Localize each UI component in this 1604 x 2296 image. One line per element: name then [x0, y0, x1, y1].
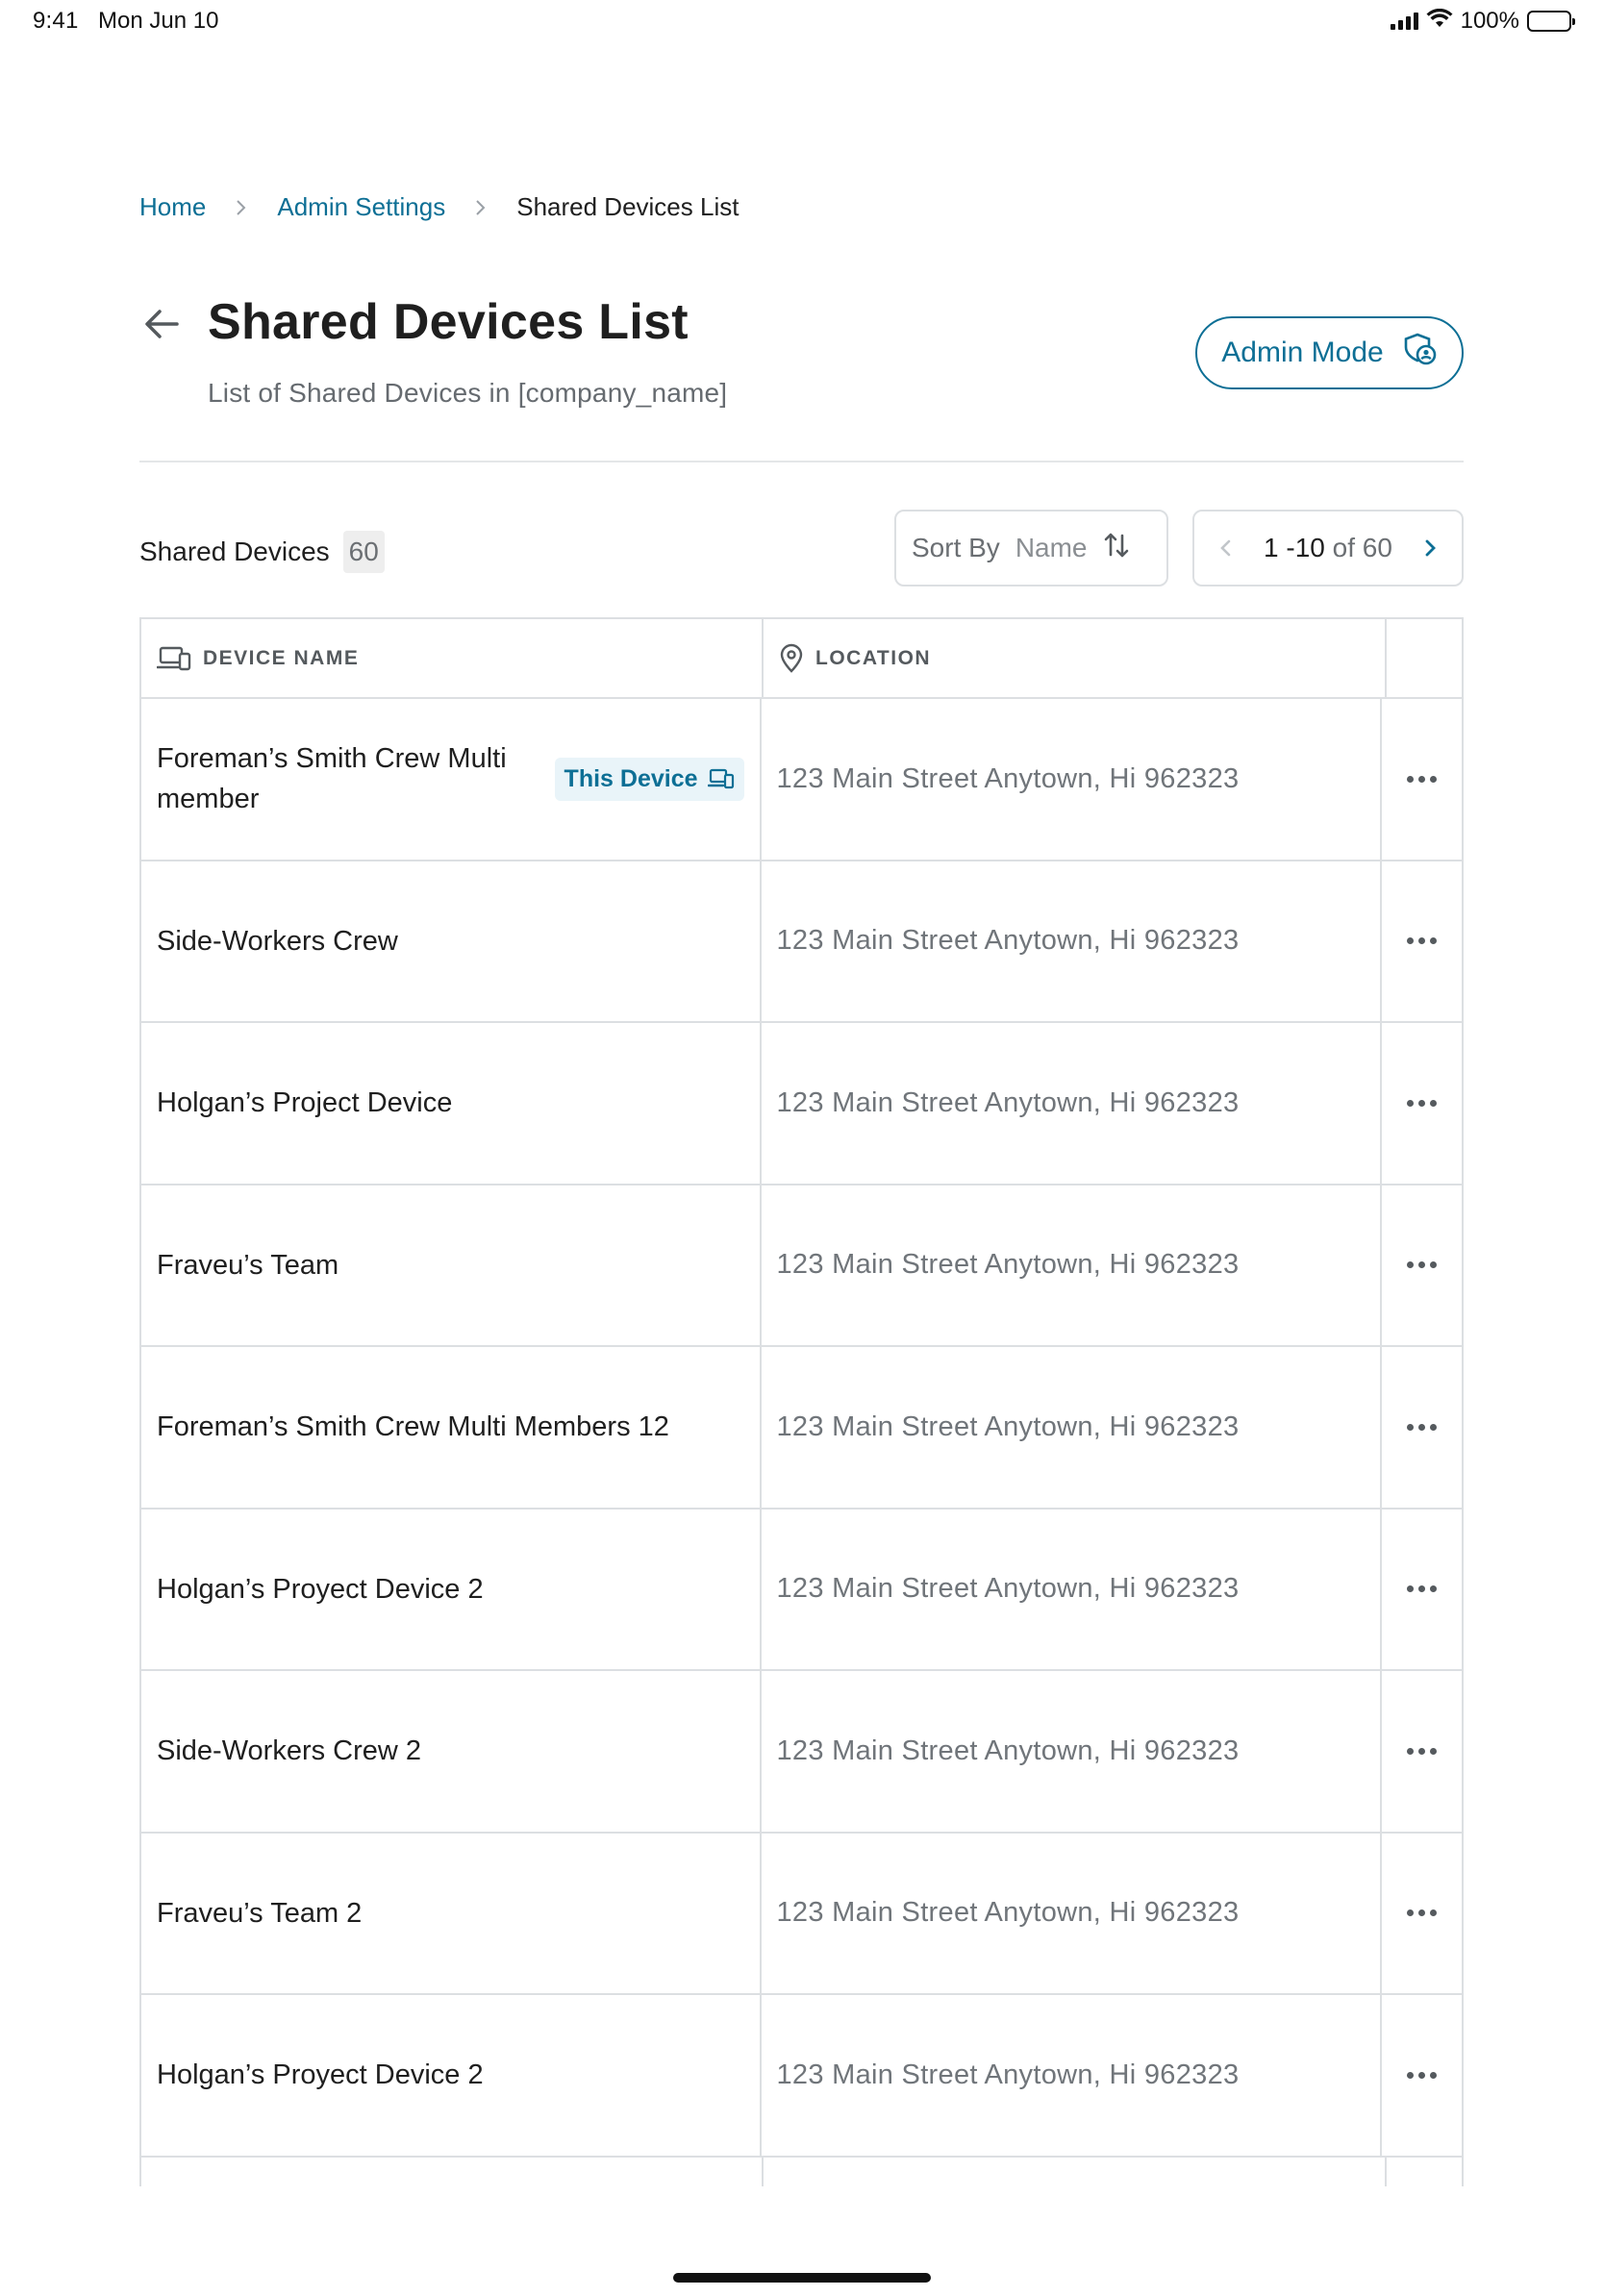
location-pin-icon [779, 643, 804, 674]
page-subtitle: List of Shared Devices in [company_name] [208, 378, 728, 408]
device-name-cell [141, 1834, 762, 1994]
battery-icon [1527, 11, 1571, 32]
more-options-icon[interactable] [1397, 1090, 1446, 1116]
table-row[interactable] [141, 1347, 1462, 1510]
actions-cell [1382, 1995, 1462, 2156]
device-location: 123 Main Street Anytown, Hi 962323 [776, 762, 1240, 794]
column-header-device-name[interactable] [141, 619, 764, 697]
pagination [1192, 510, 1464, 586]
column-header-actions [1387, 619, 1462, 697]
sort-arrows-icon [1103, 530, 1130, 567]
device-location: 123 Main Street Anytown, Hi 962323 [776, 1734, 1240, 1766]
table-row[interactable] [141, 1834, 1462, 1996]
sort-dropdown[interactable] [894, 510, 1168, 586]
actions-cell [1382, 1185, 1462, 1346]
devices-icon [708, 768, 735, 789]
sort-label: Sort By [912, 533, 1000, 562]
arrow-left-icon [142, 307, 181, 341]
location-cell [762, 1347, 1383, 1508]
device-name-cell [141, 1023, 762, 1184]
column-label-location: LOCATION [815, 646, 932, 669]
device-name: Side-Workers Crew [157, 925, 398, 957]
status-time: 9:41 [33, 8, 79, 34]
device-count-badge: 60 [343, 531, 385, 573]
battery-percent: 100% [1460, 8, 1519, 34]
device-name: Foreman’s Smith Crew Multi member [157, 743, 507, 815]
status-indicators [1391, 8, 1571, 35]
column-header-location[interactable] [764, 619, 1387, 697]
more-options-icon[interactable] [1397, 928, 1446, 954]
actions-cell [1382, 1510, 1462, 1670]
sort-value: Name [1015, 533, 1088, 562]
header-divider [139, 461, 1464, 462]
prev-page-button[interactable] [1212, 529, 1241, 567]
devices-table [139, 617, 1464, 2186]
next-page-button[interactable] [1416, 529, 1444, 567]
device-location: 123 Main Street Anytown, Hi 962323 [776, 1249, 1240, 1281]
device-name: Holgan’s Proyect Device 2 [157, 2059, 484, 2091]
chevron-right-icon [474, 198, 488, 217]
table-row[interactable] [141, 1510, 1462, 1672]
more-options-icon[interactable] [1397, 1738, 1446, 1764]
table-row[interactable] [141, 1671, 1462, 1834]
section-title: Shared Devices [139, 537, 330, 566]
device-location: 123 Main Street Anytown, Hi 962323 [776, 1086, 1240, 1118]
device-location: 123 Main Street Anytown, Hi 962323 [776, 2059, 1240, 2090]
pager-range: 1 -10 [1264, 533, 1325, 562]
device-location: 123 Main Street Anytown, Hi 962323 [776, 1573, 1240, 1605]
back-button[interactable] [137, 302, 187, 346]
cellular-signal-icon [1391, 12, 1418, 30]
table-row[interactable] [141, 1023, 1462, 1185]
device-name: Holgan’s Project Device [157, 1087, 453, 1119]
location-cell [762, 1510, 1383, 1670]
table-row[interactable] [141, 1995, 1462, 2158]
device-location: 123 Main Street Anytown, Hi 962323 [776, 1897, 1240, 1929]
device-name-cell [141, 861, 762, 1022]
breadcrumb-current: Shared Devices List [516, 192, 739, 221]
actions-cell [1382, 1834, 1462, 1994]
actions-cell [1382, 699, 1462, 860]
breadcrumb [139, 192, 739, 222]
admin-mode-label: Admin Mode [1221, 337, 1384, 368]
table-row[interactable] [141, 1185, 1462, 1348]
location-cell [762, 1185, 1383, 1346]
table-row[interactable] [141, 861, 1462, 1024]
device-name: Foreman’s Smith Crew Multi Members 12 [157, 1411, 669, 1443]
location-cell [762, 1671, 1383, 1832]
device-name: Holgan’s Proyect Device 2 [157, 1573, 484, 1605]
chevron-right-icon [1423, 537, 1437, 559]
this-device-badge [555, 758, 744, 801]
more-options-icon[interactable] [1397, 1576, 1446, 1602]
wifi-icon [1426, 8, 1453, 35]
device-location: 123 Main Street Anytown, Hi 962323 [776, 925, 1240, 957]
more-options-icon[interactable] [1397, 1252, 1446, 1278]
more-options-icon[interactable] [1397, 766, 1446, 792]
device-name-cell [141, 699, 762, 860]
device-location: 123 Main Street Anytown, Hi 962323 [776, 1410, 1240, 1442]
device-name: Fraveu’s Team [157, 1249, 339, 1281]
location-cell [762, 1995, 1383, 2156]
chevron-left-icon [1219, 537, 1233, 559]
admin-mode-button[interactable] [1195, 316, 1464, 389]
device-name: Fraveu’s Team 2 [157, 1897, 363, 1929]
actions-cell [1382, 1347, 1462, 1508]
breadcrumb-home[interactable]: Home [139, 192, 207, 221]
device-name-cell [141, 1510, 762, 1670]
device-name-cell [141, 1995, 762, 2156]
location-cell [762, 1023, 1383, 1184]
section-header [139, 531, 385, 573]
shield-user-icon [1403, 332, 1438, 374]
breadcrumb-admin-settings[interactable]: Admin Settings [277, 192, 446, 221]
status-date: Mon Jun 10 [98, 8, 219, 34]
device-name-cell [141, 1185, 762, 1346]
location-cell [762, 861, 1383, 1022]
pager-total: of 60 [1332, 533, 1392, 562]
device-name-cell [141, 1671, 762, 1832]
more-options-icon[interactable] [1397, 2062, 1446, 2088]
page-title: Shared Devices List [208, 294, 689, 350]
location-cell [762, 1834, 1383, 1994]
table-row-partial [141, 2158, 1462, 2187]
location-cell [762, 699, 1383, 860]
more-options-icon[interactable] [1397, 1900, 1446, 1926]
devices-icon [157, 645, 191, 672]
table-header-row [141, 619, 1462, 699]
column-label-device-name: DEVICE NAME [203, 646, 360, 669]
this-device-label: This Device [564, 764, 698, 792]
more-options-icon[interactable] [1397, 1414, 1446, 1440]
home-indicator [673, 2273, 931, 2283]
actions-cell [1382, 861, 1462, 1022]
actions-cell [1382, 1671, 1462, 1832]
device-name-cell [141, 1347, 762, 1508]
chevron-right-icon [235, 198, 248, 217]
actions-cell [1382, 1023, 1462, 1184]
table-row[interactable] [141, 699, 1462, 861]
device-name: Side-Workers Crew 2 [157, 1735, 422, 1767]
